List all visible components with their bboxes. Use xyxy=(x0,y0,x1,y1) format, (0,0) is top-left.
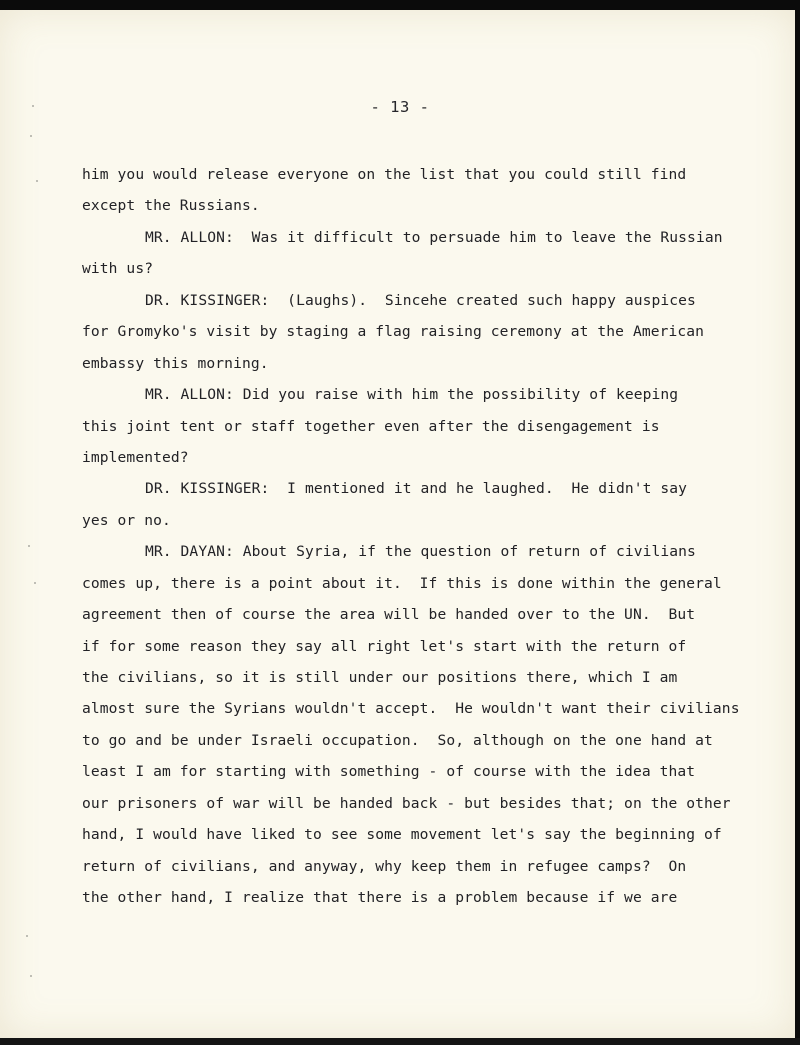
transcript-line: return of civilians, and anyway, why keep them in refugee camps? On xyxy=(82,857,687,875)
transcript-line: this joint tent or staff together even after the disengagement is xyxy=(82,417,660,435)
scan-speck xyxy=(30,135,32,137)
transcript-line: MR. ALLON: Was it difficult to persuade him to leave the Russian xyxy=(145,228,723,246)
transcript-line: the other hand, I realize that there is a problem because if we are xyxy=(82,889,678,907)
scan-speck xyxy=(36,180,38,182)
transcript-line: least I am for starting with something - of course with the idea that xyxy=(82,763,696,781)
scan-speck xyxy=(30,975,32,977)
transcript-line: hand, I would have liked to see some movement let's say the beginning of xyxy=(82,826,722,844)
transcript-line: embassy this morning. xyxy=(82,354,269,372)
transcript-line: MR. ALLON: Did you raise with him the possibility of keeping xyxy=(145,386,679,404)
transcript-line: if for some reason they say all right let's start with the return of xyxy=(82,637,687,655)
transcript-line: our prisoners of war will be handed back - but besides that; on the other xyxy=(82,794,731,812)
transcript-line: except the Russians. xyxy=(82,197,260,215)
transcript-line: DR. KISSINGER: (Laughs). Sincehe created such happy auspices xyxy=(145,291,696,309)
transcript-line: yes or no. xyxy=(82,511,171,529)
transcript-line: implemented? xyxy=(82,448,189,466)
transcript-line: almost sure the Syrians wouldn't accept. He wouldn't want their civilians xyxy=(82,700,740,718)
transcript-line: to go and be under Israeli occupation. So, although on the one hand at xyxy=(82,731,713,749)
transcript-line: him you would release everyone on the list that you could still find xyxy=(82,166,687,183)
scan-bottom-edge xyxy=(0,1038,800,1045)
scan-speck xyxy=(28,545,30,547)
transcript-line: MR. DAYAN: About Syria, if the question of return of civilians xyxy=(145,543,696,561)
transcript-line: the civilians, so it is still under our positions there, which I am xyxy=(82,669,678,686)
page-number: - 13 - xyxy=(370,98,430,116)
transcript-line: agreement then of course the area will be handed over to the UN. But xyxy=(82,606,696,624)
transcript-line: for Gromyko's visit by staging a flag raising ceremony at the American xyxy=(82,323,705,341)
transcript-line: with us? xyxy=(82,260,154,278)
transcript-line: DR. KISSINGER: I mentioned it and he laughed. He didn't say xyxy=(145,480,688,498)
transcript-line: comes up, there is a point about it. If this is done within the general xyxy=(82,574,722,592)
transcript-body xyxy=(82,159,782,914)
scan-speck xyxy=(26,935,28,937)
scan-speck xyxy=(34,582,36,584)
